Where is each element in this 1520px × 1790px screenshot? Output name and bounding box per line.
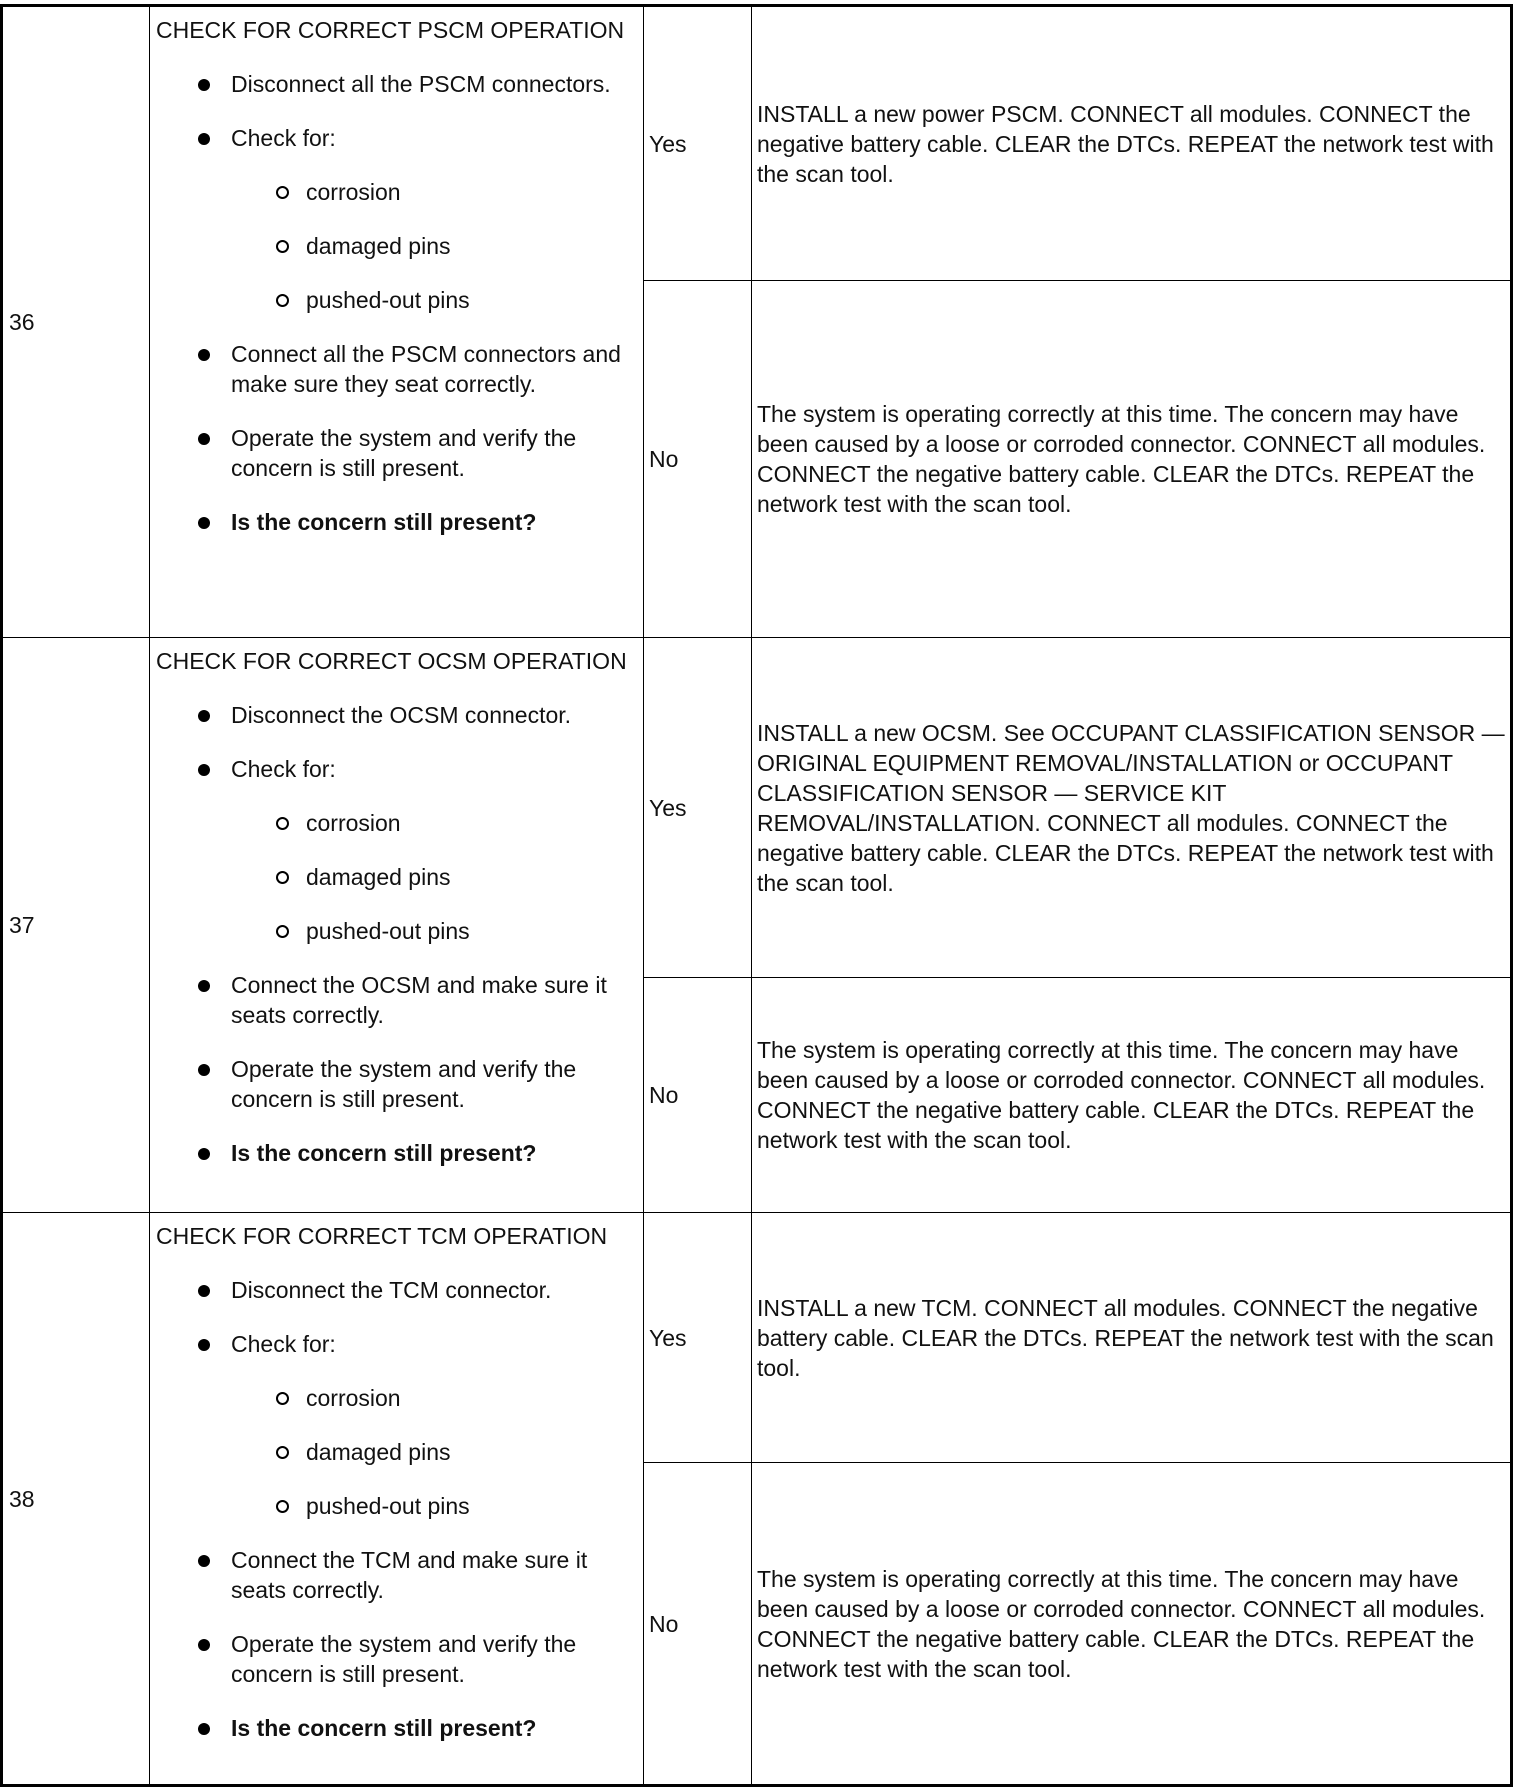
bullet-item [156, 1329, 633, 1521]
sub-bullet-item: pushed-out pins [231, 1491, 633, 1521]
bullet-item: Operate the system and verify the concern is still present. [156, 1054, 633, 1114]
sub-bullet-item: damaged pins [231, 1437, 633, 1467]
sub-bullet-list [231, 808, 633, 946]
action-no: The system is operating correctly at this time. The concern may have been caused by a loose or corroded connector. CONNECT all modules. CONNECT the negative battery cable. CLEAR the DTCs. REPEAT the network test with the scan tool. [752, 978, 1512, 1213]
sub-bullet-item: pushed-out pins [231, 285, 633, 315]
answer-no: No [644, 281, 752, 638]
bullet-text: Check for: [231, 756, 336, 782]
bullet-item: Operate the system and verify the concern is still present. [156, 1629, 633, 1689]
pinpoint-test-document [0, 4, 1510, 1784]
action-no: The system is operating correctly at this time. The concern may have been caused by a loose or corroded connector. CONNECT all modules. CONNECT the negative battery cable. CLEAR the DTCs. REPEAT the network test with the scan tool. [752, 281, 1512, 638]
diagnostic-step-table [0, 4, 1513, 1787]
sub-bullet-item: damaged pins [231, 862, 633, 892]
step-heading: CHECK FOR CORRECT OCSM OPERATION [156, 648, 627, 674]
bullet-item [156, 754, 633, 946]
test-step-cell [150, 638, 644, 1213]
step-bullet-list [156, 1275, 633, 1743]
step-question: Is the concern still present? [156, 1138, 633, 1168]
bullet-item: Connect the OCSM and make sure it seats correctly. [156, 970, 633, 1030]
step-number: 36 [2, 6, 150, 638]
sub-bullet-item: corrosion [231, 1383, 633, 1413]
sub-bullet-item: corrosion [231, 808, 633, 838]
bullet-item: Connect all the PSCM connectors and make sure they seat correctly. [156, 339, 633, 399]
sub-bullet-list [231, 177, 633, 315]
step-number: 37 [2, 638, 150, 1213]
answer-yes: Yes [644, 1213, 752, 1463]
step-heading: CHECK FOR CORRECT TCM OPERATION [156, 1223, 608, 1249]
action-no: The system is operating correctly at this time. The concern may have been caused by a loose or corroded connector. CONNECT all modules. CONNECT the negative battery cable. CLEAR the DTCs. REPEAT the network test with the scan tool. [752, 1463, 1512, 1786]
bullet-item: Disconnect the OCSM connector. [156, 700, 633, 730]
step-question: Is the concern still present? [156, 1713, 633, 1743]
step-bullet-list [156, 69, 633, 537]
bullet-item: Operate the system and verify the concern is still present. [156, 423, 633, 483]
step-bullet-list [156, 700, 633, 1168]
answer-no: No [644, 978, 752, 1213]
bullet-item: Connect the TCM and make sure it seats correctly. [156, 1545, 633, 1605]
bullet-item: Disconnect the TCM connector. [156, 1275, 633, 1305]
answer-yes: Yes [644, 6, 752, 281]
step-row-yes [2, 638, 1512, 978]
bullet-item: Disconnect all the PSCM connectors. [156, 69, 633, 99]
action-yes: INSTALL a new power PSCM. CONNECT all modules. CONNECT the negative battery cable. CLEAR the DTCs. REPEAT the network test with the scan tool. [752, 6, 1512, 281]
action-yes: INSTALL a new OCSM. See OCCUPANT CLASSIFICATION SENSOR — ORIGINAL EQUIPMENT REMOVAL/INSTALLATION or OCCUPANT CLASSIFICATION SENSOR — SERVICE KIT REMOVAL/INSTALLATION. CONNECT all modules. CONNECT the negative battery cable. CLEAR the DTCs. REPEAT the network test with the scan tool. [752, 638, 1512, 978]
step-heading: CHECK FOR CORRECT PSCM OPERATION [156, 17, 625, 43]
answer-yes: Yes [644, 638, 752, 978]
step-row-yes [2, 6, 1512, 281]
sub-bullet-item: pushed-out pins [231, 916, 633, 946]
sub-bullet-item: corrosion [231, 177, 633, 207]
action-yes: INSTALL a new TCM. CONNECT all modules. CONNECT the negative battery cable. CLEAR the DTCs. REPEAT the network test with the scan tool. [752, 1213, 1512, 1463]
bullet-item [156, 123, 633, 315]
test-step-cell [150, 6, 644, 638]
sub-bullet-item: damaged pins [231, 231, 633, 261]
step-question: Is the concern still present? [156, 507, 633, 537]
step-row-yes [2, 1213, 1512, 1463]
test-step-cell [150, 1213, 644, 1786]
bullet-text: Check for: [231, 125, 336, 151]
answer-no: No [644, 1463, 752, 1786]
step-number: 38 [2, 1213, 150, 1786]
bullet-text: Check for: [231, 1331, 336, 1357]
sub-bullet-list [231, 1383, 633, 1521]
